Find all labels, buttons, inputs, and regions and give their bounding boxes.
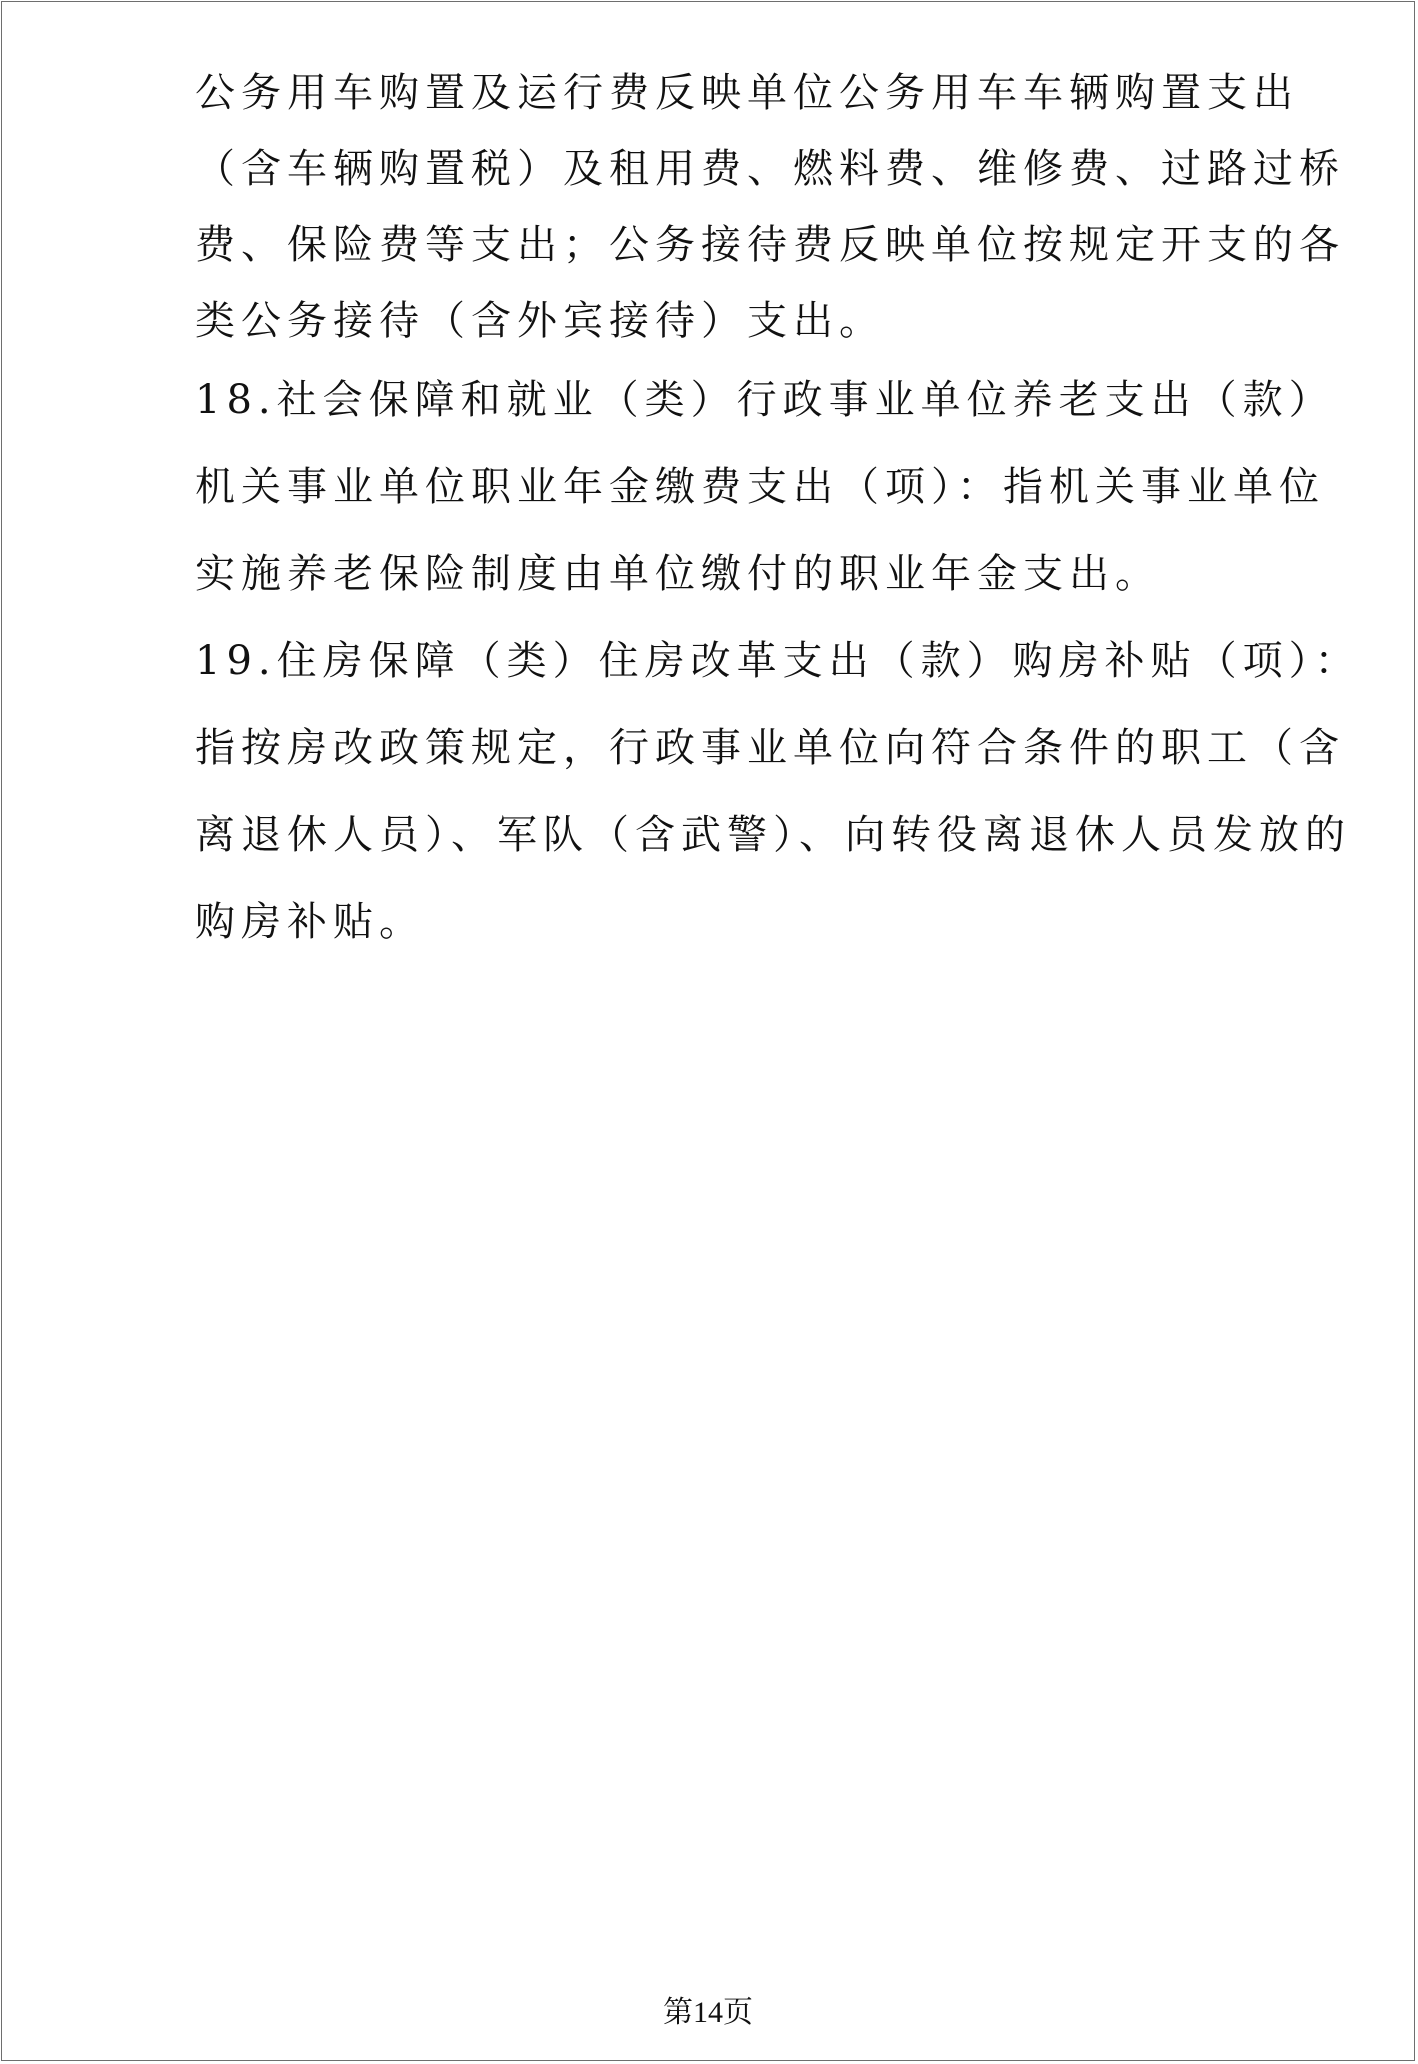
paragraph-line: 离退休人员）、军队（含武警）、向转役离退休人员发放的 <box>195 812 1351 858</box>
paragraph-line: 指按房改政策规定，行政事业单位向符合条件的职工（含 <box>195 725 1345 771</box>
paragraph-line: 购房补贴。 <box>195 899 425 945</box>
paragraph-line: 实施养老保险制度由单位缴付的职业年金支出。 <box>195 551 1161 597</box>
paragraph-line: 类公务接待（含外宾接待）支出。 <box>195 298 885 344</box>
item-18-heading-line: 18.社会保障和就业（类）行政事业单位养老支出（款） <box>195 377 1335 423</box>
item-19-heading-line: 19.住房保障（类）住房改革支出（款）购房补贴（项）： <box>195 638 1361 684</box>
paragraph-line: 费、保险费等支出；公务接待费反映单位按规定开支的各 <box>195 222 1345 268</box>
paragraph-line: （含车辆购置税）及租用费、燃料费、维修费、过路过桥 <box>195 146 1345 192</box>
paragraph-line: 机关事业单位职业年金缴费支出（项）：指机关事业单位 <box>195 464 1325 510</box>
page-number: 第14页 <box>663 1996 753 2029</box>
document-page <box>1 1 1415 2061</box>
paragraph-line: 公务用车购置及运行费反映单位公务用车车辆购置支出 <box>195 70 1299 116</box>
